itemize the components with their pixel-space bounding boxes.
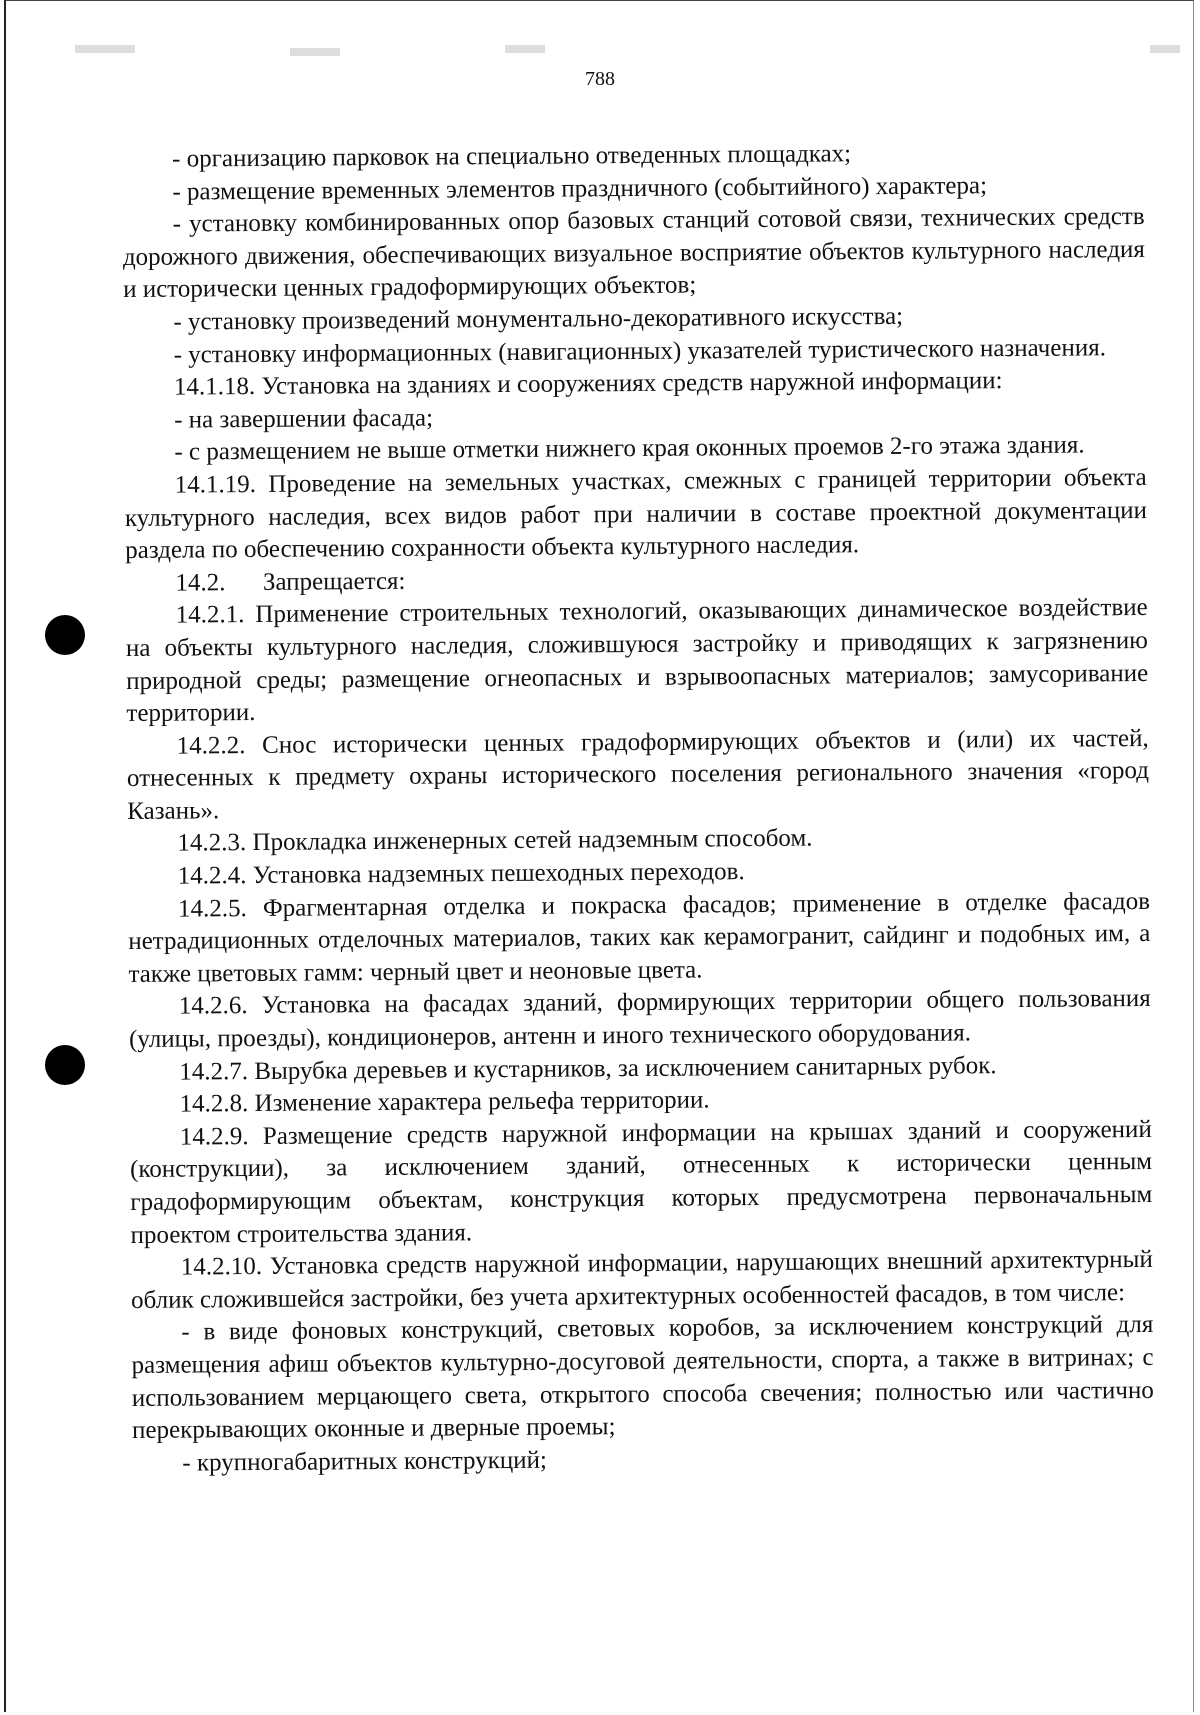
- paragraph: - крупногабаритных конструкций;: [182, 1446, 547, 1477]
- paragraph: - установку комбинированных опор базовых станций сотовой связи, технических средств дорожного движения, обеспечивающих визуальное восприятие объектов культурного наследия и исторически ценных градоформирующих объектов;: [122, 203, 1145, 304]
- paragraph: - в виде фоновых конструкций, световых коробов, за исключением конструкций для размещения афиш объектов культурно-досуговой деятельности, спорта, а также в витринах; с использованием мерцающего света, открытого способа свечения; полностью или частично перекрывающих оконные и дверные проемы;: [131, 1311, 1154, 1445]
- paragraph: - на завершении фасада;: [174, 404, 434, 434]
- paragraph: 14.2.7. Вырубка деревьев и кустарников, за исключением санитарных рубок.: [179, 1051, 997, 1086]
- paragraph: 14.2.5. Фрагментарная отделка и покраска фасадов; применение в отделке фасадов нетрадиционных отделочных материалов, таких как керамогранит, сайдинг и подобных им, а также цветовых гамм: черный цвет и неоновые цвета.: [128, 887, 1151, 988]
- paragraph: - установку информационных (навигационных) указателей туристического назначения.: [173, 333, 1106, 369]
- scan-noise: [505, 45, 545, 53]
- paragraph: 14.2.3. Прокладка инженерных сетей надземным способом.: [177, 825, 813, 858]
- paragraph: 14.1.18. Установка на зданиях и сооружениях средств наружной информации:: [173, 367, 1003, 401]
- paragraph: 14.2.1. Применение строительных технологий, оказывающих динамическое воздействие на объекты культурного наследия, сложившуюся застройку и приводящих к загрязнению природной среды; размещение огнеопасных и взрывоопасных материалов; замусоривание территории.: [125, 594, 1149, 728]
- paragraph: - организацию парковок на специально отведенных площадках;: [172, 140, 852, 173]
- page-number: 788: [585, 68, 615, 90]
- paragraph: - размещение временных элементов праздничного (событийного) характера;: [172, 171, 988, 206]
- punch-hole-top: [45, 615, 85, 655]
- paragraph: 14.2.8. Изменение характера рельефа территории.: [179, 1086, 710, 1118]
- paragraph: 14.2.2. Снос исторически ценных градоформирующих объектов и (или) их частей, отнесенных к предмету охраны исторического поселения регионального значения «город Казань».: [126, 724, 1150, 825]
- scan-noise: [290, 48, 340, 56]
- paragraph: 14.2.10. Установка средств наружной информации, нарушающих внешний архитектурный облик сложившейся застройки, без учета архитектурных особенностей фасадов, в том числе:: [130, 1246, 1153, 1314]
- document-body: [122, 136, 1154, 1480]
- punch-hole-bottom: [45, 1045, 85, 1085]
- scan-noise: [75, 45, 135, 53]
- paragraph: 14.2.6. Установка на фасадах зданий, формирующих территории общего пользования (улицы, проезды), кондиционеров, антенн и иного технического оборудования.: [128, 985, 1151, 1054]
- paragraph: 14.2. Запрещается:: [175, 567, 406, 597]
- scan-noise: [1150, 45, 1180, 53]
- paragraph: 14.2.4. Установка надземных пешеходных переходов.: [177, 858, 745, 890]
- paragraph: 14.2.9. Размещение средств наружной информации на крышах зданий и сооружений (конструкции), за исключением зданий, отнесенных к исторически ценным градоформирующим объектам, конструкция которых предусмотрена первоначальным проектом строительства здания.: [129, 1115, 1153, 1249]
- paragraph: 14.1.19. Проведение на земельных участках, смежных с границей территории объекта культурного наследия, всех видов работ при наличии в составе проектной документации раздела по обеспечению сохранности объекта культурного наследия.: [124, 463, 1148, 565]
- paragraph: - с размещением не выше отметки нижнего края оконных проемов 2-го этажа здания.: [174, 431, 1085, 466]
- paragraph: - установку произведений монументально-декоративного искусства;: [173, 302, 904, 336]
